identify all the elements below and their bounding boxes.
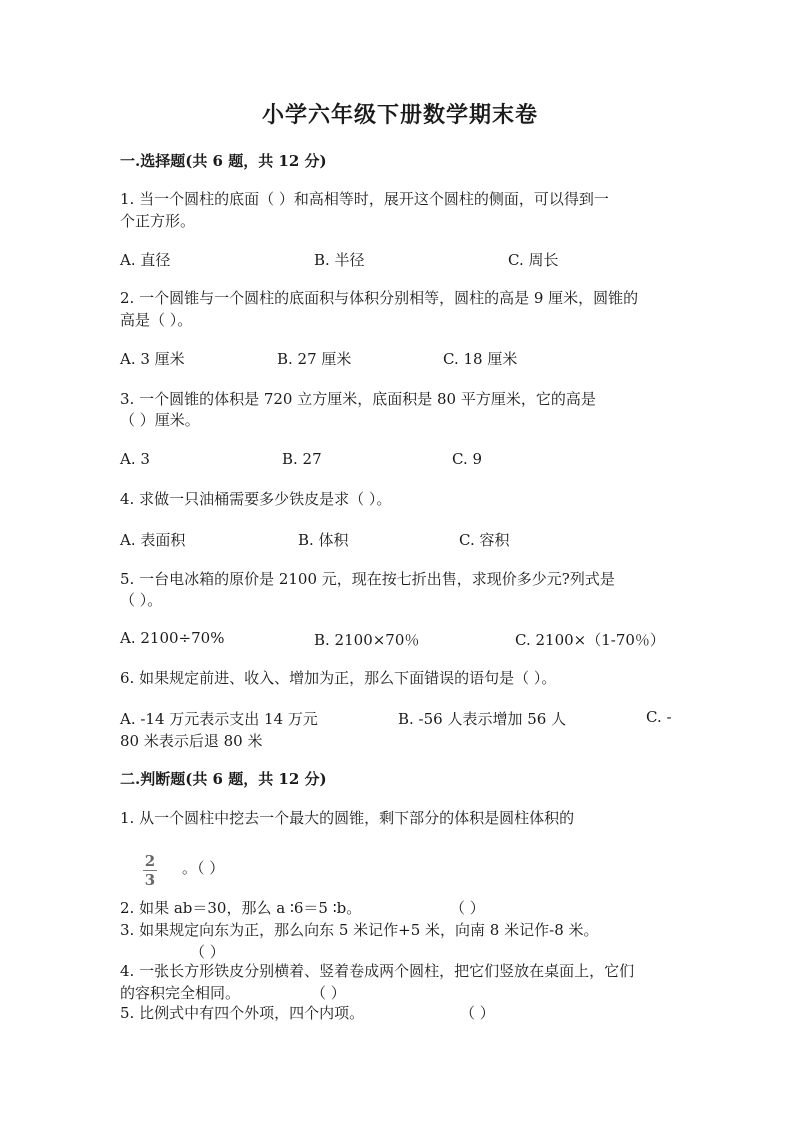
question-1-option-a: A. 直径 xyxy=(120,251,171,269)
judge-3-answer-paren: （ ） xyxy=(190,943,225,961)
judge-1-line-1: 1. 从一个圆柱中挖去一个最大的圆锥，剩下部分的体积是圆柱体积的 xyxy=(120,809,575,827)
question-3-option-b: B. 27 xyxy=(282,450,322,468)
question-1-line-1: 1. 当一个圆柱的底面（ ）和高相等时，展开这个圆柱的侧面，可以得到一 xyxy=(120,190,609,208)
question-6-option-a: A. -14 万元表示支出 14 万元 xyxy=(120,710,318,728)
judge-4-line-1: 4. 一张长方形铁皮分别横着、竖着卷成两个圆柱，把它们竖放在桌面上，它们 xyxy=(120,962,635,980)
question-5-line-1: 5. 一台电冰箱的原价是 2100 元，现在按七折出售，求现价多少元?列式是 xyxy=(120,570,615,588)
question-5-line-2: （ ）。 xyxy=(120,591,163,609)
question-6-option-b: B. -56 人表示增加 56 人 xyxy=(398,710,567,728)
judge-4-line-2: 的容积完全相同。 xyxy=(120,984,241,1002)
question-4-option-c: C. 容积 xyxy=(459,531,510,549)
fraction-two-thirds xyxy=(143,853,157,889)
question-1-option-c: C. 周长 xyxy=(508,251,559,269)
judge-4-answer-paren: （ ） xyxy=(311,984,346,1002)
question-3-line-1: 3. 一个圆锥的体积是 720 立方厘米，底面积是 80 平方厘米，它的高是 xyxy=(120,390,596,408)
fraction-numerator: 2 xyxy=(144,852,156,870)
question-5-option-c: C. 2100×（1-70％） xyxy=(515,631,665,649)
question-5-option-a: A. 2100÷70% xyxy=(120,629,225,647)
question-3-option-a: A. 3 xyxy=(120,450,150,468)
question-2-line-1: 2. 一个圆锥与一个圆柱的底面积与体积分别相等，圆柱的高是 9 厘米，圆锥的 xyxy=(120,289,639,307)
question-2-option-c: C. 18 厘米 xyxy=(443,350,518,368)
question-5-option-b: B. 2100×70％ xyxy=(314,631,420,649)
question-3-line-2: （ ）厘米。 xyxy=(120,411,200,429)
question-2-line-2: 高是（ ）。 xyxy=(120,311,193,329)
judge-2-answer-paren: （ ） xyxy=(450,899,485,917)
question-4-line-1: 4. 求做一只油桶需要多少铁皮是求（ ）。 xyxy=(120,490,392,508)
judge-5-answer-paren: （ ） xyxy=(460,1004,495,1022)
judge-1-answer-paren: 。（ ） xyxy=(182,859,225,877)
question-6-option-c: C. - xyxy=(646,708,672,726)
question-2-option-a: A. 3 厘米 xyxy=(120,350,185,368)
exam-title: 小学六年级下册数学期末卷 xyxy=(261,102,538,128)
judge-3-line-1: 3. 如果规定向东为正，那么向东 5 米记作+5 米，向南 8 米记作-8 米。 xyxy=(120,921,599,939)
question-3-option-c: C. 9 xyxy=(452,450,483,468)
section-heading-choice: 一.选择题(共 6 题，共 12 分) xyxy=(120,152,327,170)
question-4-option-b: B. 体积 xyxy=(298,531,349,549)
question-6-option-c-continued: 80 米表示后退 80 米 xyxy=(120,732,263,750)
question-1-line-2: 个正方形。 xyxy=(120,212,196,230)
question-2-option-b: B. 27 厘米 xyxy=(277,350,352,368)
question-4-option-a: A. 表面积 xyxy=(120,531,186,549)
section-heading-judgement: 二.判断题(共 6 题，共 12 分) xyxy=(120,770,327,788)
question-6-line-1: 6. 如果规定前进、收入、增加为正，那么下面错误的语句是（ ）。 xyxy=(120,669,557,687)
judge-2-text: 2. 如果 ab＝30，那么 a ∶6＝5 ∶b。 xyxy=(120,899,362,917)
fraction-denominator: 3 xyxy=(144,871,156,889)
judge-5-text: 5. 比例式中有四个外项，四个内项。 xyxy=(120,1004,365,1022)
question-1-option-b: B. 半径 xyxy=(314,251,365,269)
